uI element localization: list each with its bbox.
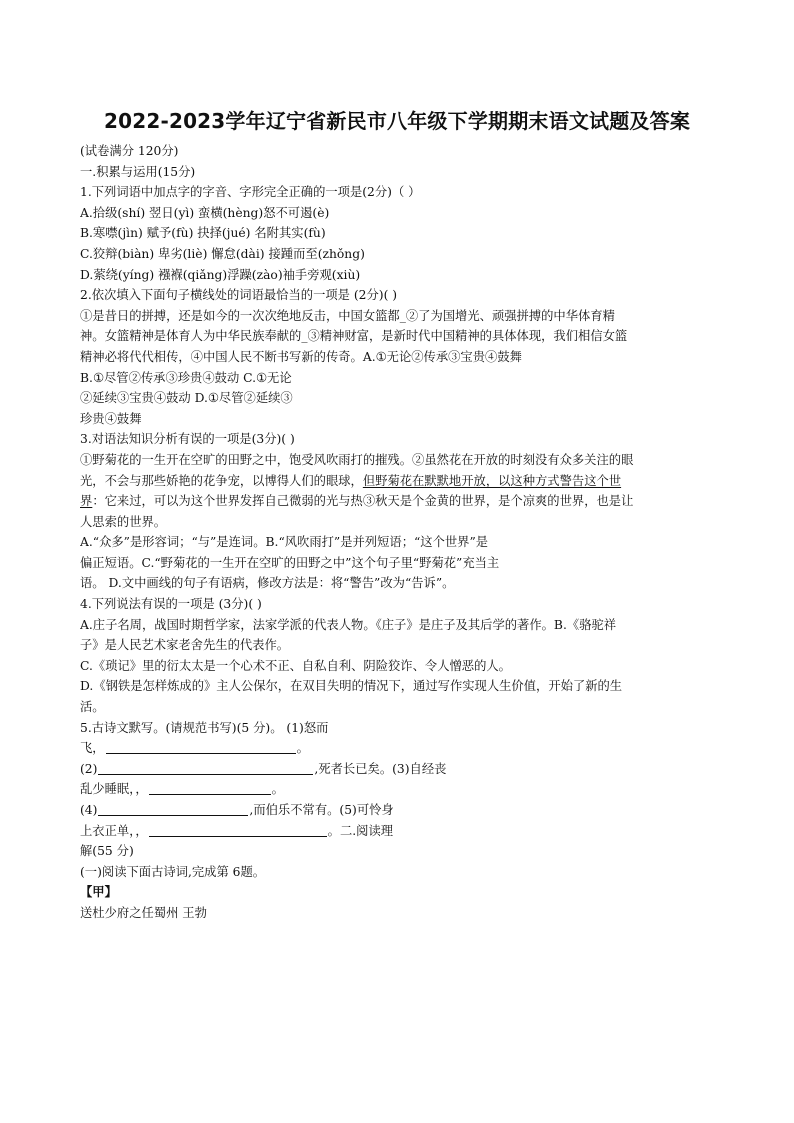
- document-body: [80, 141, 710, 924]
- answer-blank[interactable]: [149, 822, 327, 837]
- line-text: 送杜少府之任蜀州 王勃: [80, 905, 207, 920]
- line-text: 偏正短语。C.“野菊花的一生开在空旷的田野之中”这个句子里“野菊花”充当主: [80, 555, 500, 570]
- text-line: [80, 738, 710, 759]
- text-line: [80, 182, 710, 203]
- line-text-tail: ,而伯乐不常有。(5)可怜身: [249, 803, 394, 817]
- line-text: 解(55 分): [80, 844, 134, 859]
- text-line: [80, 306, 710, 327]
- text-line: [80, 532, 710, 553]
- text-line: [80, 573, 710, 594]
- text-line: [80, 388, 710, 409]
- line-text: D.《钢铁是怎样炼成的》主人公保尔，在双目失明的情况下，通过写作实现人生价值，开始了新的生: [80, 679, 623, 694]
- line-text: C.《琐记》里的衍太太是一个心术不正、自私自利、阴险狡诈、令人憎恶的人。: [80, 658, 511, 673]
- text-line: [80, 800, 710, 821]
- text-line: [80, 841, 710, 862]
- text-line: [80, 553, 710, 574]
- line-text: (2): [80, 761, 98, 776]
- line-text: 飞，: [80, 741, 105, 756]
- answer-blank[interactable]: [106, 739, 296, 754]
- text-line: [80, 882, 710, 903]
- text-line: [80, 615, 710, 636]
- line-text: A.庄子名周，战国时期哲学家，法家学派的代表人物。《庄子》是庄子及其后学的著作。B.《骆驼祥: [80, 617, 617, 632]
- text-line: [80, 759, 710, 780]
- line-text: 一.积累与运用(15分): [80, 164, 196, 179]
- line-text: 1.下列词语中加点字的字音、字形完全正确的一项是(2分)（ ）: [80, 185, 421, 200]
- line-text: A.拾级(shí) 翌日(yì) 蛮横(hèng)怒不可遏(è): [80, 205, 330, 220]
- line-text: D.萦绕(yíng) 襁褓(qiǎng)浮躁(zào)袖手旁观(xiù): [80, 267, 361, 282]
- line-text: B.①尽管②传承③珍贵④鼓动 C.①无论: [80, 370, 292, 385]
- text-line: [80, 429, 710, 450]
- line-text: 2.依次填入下面句子横线处的词语最恰当的一项是 (2分)( ): [80, 288, 398, 303]
- text-line: [80, 676, 710, 697]
- line-text: B.寒噤(jìn) 赋予(fù) 抉择(jué) 名附其实(fù): [80, 226, 326, 241]
- text-line: [80, 512, 710, 533]
- text-line: [80, 409, 710, 430]
- text-line: [80, 862, 710, 883]
- text-line: [80, 244, 710, 265]
- text-line: [80, 635, 710, 656]
- line-text: ②延续③宝贵④鼓动 D.①尽管②延续③: [80, 391, 293, 406]
- line-text: (一)阅读下面古诗词,完成第 6题。: [80, 864, 266, 879]
- line-text-tail: 。二.阅读理: [327, 823, 394, 838]
- line-text: (4): [80, 803, 98, 817]
- text-line: [80, 450, 710, 471]
- text-line: [80, 697, 710, 718]
- line-text: 神。女篮精神是体育人为中华民族奉献的_③精神财富，是新时代中国精神的具体体现，我们相信女篮: [80, 329, 628, 344]
- text-line: [80, 821, 710, 842]
- answer-blank[interactable]: [149, 780, 271, 795]
- line-text: 精神必将代代相传，④中国人民不断书写新的传奇。A.①无论②传承③宝贵④鼓舞: [80, 349, 522, 364]
- text-line: [80, 265, 710, 286]
- line-text: 活。: [80, 700, 105, 715]
- line-text: 4.下列说法有误的一项是 (3分)( ): [80, 597, 262, 612]
- line-text: C.狡辩(biàn) 卑劣(liè) 懈怠(dài) 接踵而至(zhǒng): [80, 246, 365, 261]
- line-text: ①是昔日的拼搏，还是如今的一次次绝地反击，中国女篮都_②了为国增光、顽强拼搏的中华体育精: [80, 308, 615, 323]
- line-text-tail: ,死者长已矣。(3)自经丧: [314, 761, 447, 776]
- line-text: 人思索的世界。: [80, 514, 167, 529]
- text-line: [80, 223, 710, 244]
- line-text: 3.对语法知识分析有误的一项是(3分)( ): [80, 432, 295, 447]
- text-line: [80, 594, 710, 615]
- underlined-text: 界: [80, 494, 93, 509]
- text-line: [80, 903, 710, 924]
- line-text: A.“众多”是形容词；“与”是连词。B.“风吹雨打”是并列短语；“这个世界”是: [80, 535, 489, 550]
- text-line: [80, 162, 710, 183]
- line-text: 珍贵④鼓舞: [80, 411, 142, 426]
- document-title: 2022-2023学年辽宁省新民市八年级下学期期末语文试题及答案: [103, 109, 691, 133]
- line-text: 【甲】: [80, 884, 117, 900]
- line-text: 语。 D.文中画线的句子有语病，修改方法是：将“警告”改为“告诉”。: [80, 576, 455, 591]
- line-text-tail: 。: [271, 782, 284, 797]
- line-text: ①野菊花的一生开在空旷的田野之中，饱受风吹雨打的摧残。②虽然花在开放的时刻没有众多关注的眼: [80, 452, 634, 467]
- answer-blank[interactable]: [98, 760, 313, 775]
- text-line: [80, 718, 710, 739]
- line-text-tail: ：它来过，可以为这个世界发挥自己微弱的光与热③秋天是个金黄的世界，是个凉爽的世界，也是让: [92, 494, 634, 509]
- text-line: [80, 203, 710, 224]
- text-line: [80, 491, 710, 512]
- text-line: [80, 347, 710, 368]
- text-line: [80, 326, 710, 347]
- text-line: [80, 141, 710, 162]
- line-text: 光，不会与那些娇艳的花争宠，以博得人们的眼球，: [80, 473, 363, 488]
- text-line: [80, 779, 710, 800]
- line-text: (试卷满分 120分): [80, 144, 179, 158]
- line-text: 上衣正单，，: [80, 823, 148, 838]
- text-line: [80, 285, 710, 306]
- line-text-tail: 。: [296, 741, 309, 756]
- line-text: 子》是人民艺术家老舍先生的代表作。: [80, 638, 290, 653]
- text-line: [80, 368, 710, 389]
- text-line: [80, 471, 710, 492]
- line-text: 乱少睡眠，，: [80, 782, 148, 797]
- answer-blank[interactable]: [98, 801, 248, 816]
- text-line: [80, 656, 710, 677]
- line-text: 5.古诗文默写。(请规范书写)(5 分)。 (1)怒而: [80, 720, 329, 735]
- underlined-text: 但野菊花在默默地开放，以这种方式警告这个世: [362, 473, 622, 488]
